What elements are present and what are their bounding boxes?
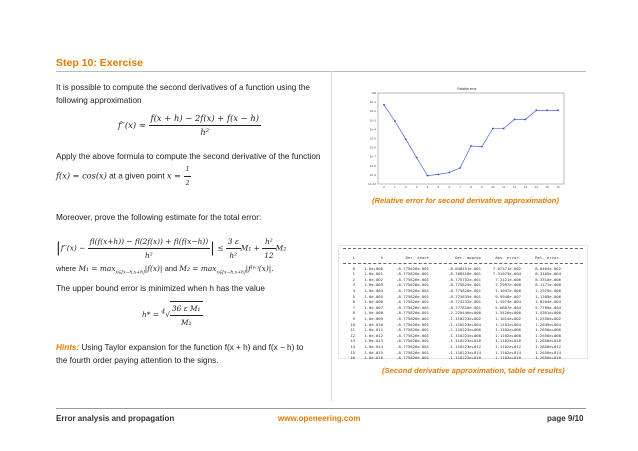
table-cell: -8.768518e-001 <box>448 271 481 277</box>
table-header-cell: Der. approx <box>455 255 481 260</box>
chart-title: Relative error <box>457 87 477 91</box>
table-cell: -1.110223e+006 <box>448 327 481 333</box>
x-tick-label: 12 <box>512 185 517 189</box>
table-cell: 1.1102e+014 <box>495 349 521 355</box>
table-header-row <box>339 255 587 261</box>
table-cell: -8.775826e-001 <box>396 287 429 293</box>
y-tick-label: 10−7 <box>369 154 376 159</box>
y-tick-label: 10−10 <box>368 182 376 186</box>
table-cell: 1.0e-007 <box>364 304 383 310</box>
table-header-cell: Der. exact <box>405 255 429 260</box>
x-tick-label: 15 <box>545 185 549 189</box>
table-cell: -1.110223e+012 <box>448 343 481 349</box>
table-cell: -8.775826e-001 <box>396 327 429 333</box>
table-cell: 1.2979e-008 <box>535 287 561 293</box>
hints-label: Hints: <box>56 343 80 352</box>
table-cell: 1.2650e+010 <box>535 338 561 344</box>
table-row <box>339 355 587 361</box>
table-cell: 1.0e-012 <box>364 332 383 338</box>
x-tick-label: 2 <box>404 185 407 189</box>
x-tick-label: 9 <box>481 185 483 189</box>
table-cell: 1.0e-004 <box>364 287 383 293</box>
table-cell: 1.0e-016 <box>364 355 383 361</box>
data-point <box>427 175 429 177</box>
table-cell: 10 <box>350 321 355 327</box>
table-cell: -8.775825e-001 <box>448 282 481 288</box>
data-point <box>470 145 472 147</box>
table-cell: -8.775826e-001 <box>396 355 429 361</box>
x-tick-label: 0 <box>383 185 385 189</box>
y-tick-label: 10−9 <box>369 172 376 177</box>
table-cell: 1.0e-010 <box>364 321 383 327</box>
table-cell: -2.220446e+000 <box>448 310 481 316</box>
table-cell: 16 <box>350 355 355 361</box>
table-cell: 7 <box>352 304 355 310</box>
data-point <box>405 138 407 140</box>
table-cell: 1.5974e-004 <box>495 299 521 305</box>
apply-paragraph <box>56 150 331 190</box>
slide-title: Step 10: Exercise <box>56 57 143 69</box>
data-point <box>514 119 516 121</box>
table-cell: 1.1097e-008 <box>495 287 521 293</box>
table-cell: 8.0404e-002 <box>535 265 561 271</box>
apply-line-1: Apply the above formula to compute the second derivative of the function <box>56 152 321 161</box>
table-cell: 12 <box>350 332 355 338</box>
table-cell: 1.1102e+012 <box>495 343 521 349</box>
chart-caption: (Relative error for second derivative approximation) <box>372 196 559 205</box>
table-cell: -8.775826e-001 <box>396 304 429 310</box>
table-cell: 6 <box>352 299 355 305</box>
table-cell: 8.3105e-004 <box>535 271 561 277</box>
table-cell: -8.775826e-001 <box>396 332 429 338</box>
table-cell: 14 <box>350 343 355 349</box>
table-body <box>339 266 587 361</box>
table-cell: 0 <box>352 265 355 271</box>
table-cell: 4 <box>352 287 355 293</box>
x-tick-label: 3 <box>415 185 418 189</box>
intro-paragraph <box>56 81 326 107</box>
table-cell: 1.1102e+010 <box>495 338 521 344</box>
x-tick-label: 6 <box>448 185 451 189</box>
table-cell: -1.110223e+014 <box>448 349 481 355</box>
footer-page-number: page 9/10 <box>547 414 584 423</box>
table-cell: -8.775826e-001 <box>396 310 429 316</box>
table-cell: 11 <box>350 327 355 333</box>
table-cell: 1.8204e-004 <box>535 299 561 305</box>
table-cell: 1.5301e+000 <box>535 310 561 316</box>
data-point <box>481 146 483 148</box>
table-cell: -8.775826e-001 <box>396 293 429 299</box>
hints-text-2: the fourth order paying attention to the signs. <box>56 356 219 365</box>
x-tick-label: 7 <box>459 185 461 189</box>
table-cell: 8 <box>352 310 355 316</box>
table-cell: 1.1101e+004 <box>495 321 521 327</box>
intro-line-2: following approximation <box>56 96 142 105</box>
table-cell: 1.0e-001 <box>364 271 383 277</box>
table-cell: -8.048451e-001 <box>448 265 481 271</box>
table-cell: 1.1014e+002 <box>495 315 521 321</box>
table-cell: 1.0e+000 <box>364 265 383 271</box>
table-cell: -8.775826e-001 <box>396 271 429 277</box>
table-cell: -8.775826e-001 <box>396 282 429 288</box>
y-tick-label: 10−1 <box>369 100 376 105</box>
table-cell: 1.2550e+002 <box>535 315 561 321</box>
x-tick-label: 8 <box>470 185 472 189</box>
table-cell: 7.2997e-008 <box>495 282 521 288</box>
table-header-cell: Rel. error. <box>535 255 561 260</box>
table-cell: -8.777618e-001 <box>448 304 481 310</box>
table-cell: -8.775752e-001 <box>448 276 481 282</box>
intro-line-1: It is possible to compute the second derivatives of a function using the <box>56 83 310 92</box>
table-cell: 3 <box>352 282 355 288</box>
table-cell: 1.1102e+016 <box>495 355 521 361</box>
table-cell: -1.110223e+008 <box>448 332 481 338</box>
x-tick-label: 5 <box>437 185 440 189</box>
table-cell: 1.0e-005 <box>364 293 383 299</box>
table-cell: 1.2650e+006 <box>535 327 561 333</box>
data-point <box>492 128 494 130</box>
y-tick-label: 10−2 <box>369 109 376 114</box>
table-header-cell: i <box>352 255 355 260</box>
table-cell: 1.1102e+006 <box>495 327 521 333</box>
y-tick-label: 10−8 <box>369 163 376 168</box>
table-cell: -8.775826e-001 <box>396 343 429 349</box>
table-cell: 15 <box>350 349 355 355</box>
title-divider <box>56 71 586 72</box>
data-point <box>557 109 559 111</box>
table-cell: 1.0e-003 <box>364 282 383 288</box>
results-table <box>338 245 588 359</box>
y-tick-label: 10−5 <box>369 136 376 141</box>
table-cell: 1 <box>352 271 355 277</box>
upper-bound-text: The upper bound error is minimized when h has the value <box>56 284 265 293</box>
footer-website-link[interactable]: www.openeering.com <box>278 414 361 423</box>
data-point <box>503 128 505 130</box>
table-cell: 1.2650e+016 <box>535 355 561 361</box>
table-cell: -1.110223e+004 <box>448 321 481 327</box>
table-cell: -8.775826e-001 <box>396 321 429 327</box>
y-tick-label: 10−6 <box>369 145 376 150</box>
table-cell: -8.775826e-001 <box>396 299 429 305</box>
relative-error-line <box>384 105 558 176</box>
table-cell: 1.3426e+000 <box>495 310 521 316</box>
x-tick-label: 13 <box>523 185 527 189</box>
table-cell: -8.775826e-001 <box>448 287 481 293</box>
data-point <box>524 119 526 121</box>
table-cell: 5.7769e-004 <box>535 304 561 310</box>
table-cell: 1.2649e+004 <box>535 321 561 327</box>
data-point <box>437 173 439 175</box>
table-caption: (Second derivative approximation, table of results) <box>382 366 565 375</box>
table-header-cell: h <box>380 255 383 260</box>
table-cell: 8.3310e-006 <box>535 276 561 282</box>
table-cell: 2 <box>352 276 355 282</box>
data-point <box>383 104 385 106</box>
table-cell: -8.775835e-001 <box>448 293 481 299</box>
table-cell: 1.2650e+008 <box>535 332 561 338</box>
table-cell: 1.0e-008 <box>364 310 383 316</box>
table-cell: 5 <box>352 293 355 299</box>
table-cell: 1.2650e+012 <box>535 343 561 349</box>
x-tick-label: 14 <box>534 185 538 189</box>
table-cell: 1.0e-015 <box>364 349 383 355</box>
table-cell: 8.1171e-008 <box>535 282 561 288</box>
y-tick-label: 100 <box>371 91 376 95</box>
table-cell: 1.0e-013 <box>364 338 383 344</box>
table-cell: -8.774232e-001 <box>448 299 481 305</box>
table-cell: -1.110223e+002 <box>448 315 481 321</box>
data-point <box>448 172 450 174</box>
table-cell: -8.775826e-001 <box>396 315 429 321</box>
table-cell: 9.9948e-007 <box>495 293 521 299</box>
data-point <box>394 120 396 122</box>
x-tick-label: 10 <box>491 185 495 189</box>
data-point <box>546 109 548 111</box>
apply-line-2: f(x) = cos(x) at a given point x = $\frac{1}{2}$ <box>56 163 331 190</box>
table-cell: 1.0e-009 <box>364 315 383 321</box>
data-point <box>416 157 418 159</box>
data-point <box>535 109 537 111</box>
table-cell: 1.0e-006 <box>364 299 383 305</box>
y-tick-label: 10−4 <box>369 127 376 132</box>
table-cell: -8.775826e-001 <box>396 349 429 355</box>
where-definition: where $M_1 = \max_{x\in[x-h,x+h]}|f(x)|$ and $M_2 = \max_{x\in[x-h,x+h]}|f^{(i}ᵛ^)(x)|$. <box>56 264 274 276</box>
y-tick-label: 10−3 <box>369 118 376 123</box>
table-rule-top <box>343 248 583 249</box>
table-cell: -8.775826e-001 <box>396 338 429 344</box>
x-tick-label: 1 <box>394 185 396 189</box>
table-cell: 7.31075e-004 <box>492 271 521 277</box>
table-cell: 1.0e-014 <box>364 343 383 349</box>
table-rule-mid <box>343 263 583 264</box>
table-cell: 1.2650e+014 <box>535 349 561 355</box>
table-cell: 9 <box>352 315 355 321</box>
optimal-h-formula: h* = $^4$√ $\frac{\text{36 ε M₁}}{\text{M₂}}$ <box>142 301 203 329</box>
hints-text-1: Using Taylor expansion for the function f(x + h) and f(x − h) to <box>79 343 304 352</box>
relative-error-chart <box>360 84 570 192</box>
moreover-paragraph: Moreover, prove the following estimate for the total error: <box>56 213 262 222</box>
table-cell: 1.0e-011 <box>364 327 383 333</box>
table-cell: 5.0607e-004 <box>495 304 521 310</box>
hints-paragraph <box>56 341 336 367</box>
table-cell: 1.0e-002 <box>364 276 383 282</box>
table-cell: -8.775826e-001 <box>396 265 429 271</box>
x-tick-label: 4 <box>426 185 429 189</box>
footer-title: Error analysis and propagation <box>56 414 175 423</box>
approximation-formula: f′′(x) ≈ $\frac{f(x + h) - 2f(x) + f(x - h)}{\text{h²}}$ <box>118 113 260 137</box>
footer-divider <box>56 408 586 409</box>
table-cell: 1.1102e+008 <box>495 332 521 338</box>
error-estimate-formula: |f′′(x) − $\frac{fl(f(x+h)) - fl(2f(x)) + fl(f(x-h))}{\text{h²}}$ | ≤ $\frac{3 \varepsilon}{\text{h²}}$ M₁ + $\frac{\text{h²}}{12}$ M₂ <box>56 237 287 260</box>
table-cell: -1.110223e+016 <box>448 355 481 361</box>
table-header-cell: Abs. error. <box>495 255 521 260</box>
table-cell: -8.775826e-001 <box>396 276 429 282</box>
table-cell: -1.110223e+010 <box>448 338 481 344</box>
x-tick-label: 16 <box>556 185 560 189</box>
table-cell: 7.07371e-002 <box>492 265 521 271</box>
table-cell: 1.1389e-006 <box>535 293 561 299</box>
x-tick-label: 11 <box>502 185 506 189</box>
table-cell: 13 <box>350 338 355 344</box>
data-point <box>459 167 461 169</box>
table-cell: 7.3121e-006 <box>495 276 521 282</box>
